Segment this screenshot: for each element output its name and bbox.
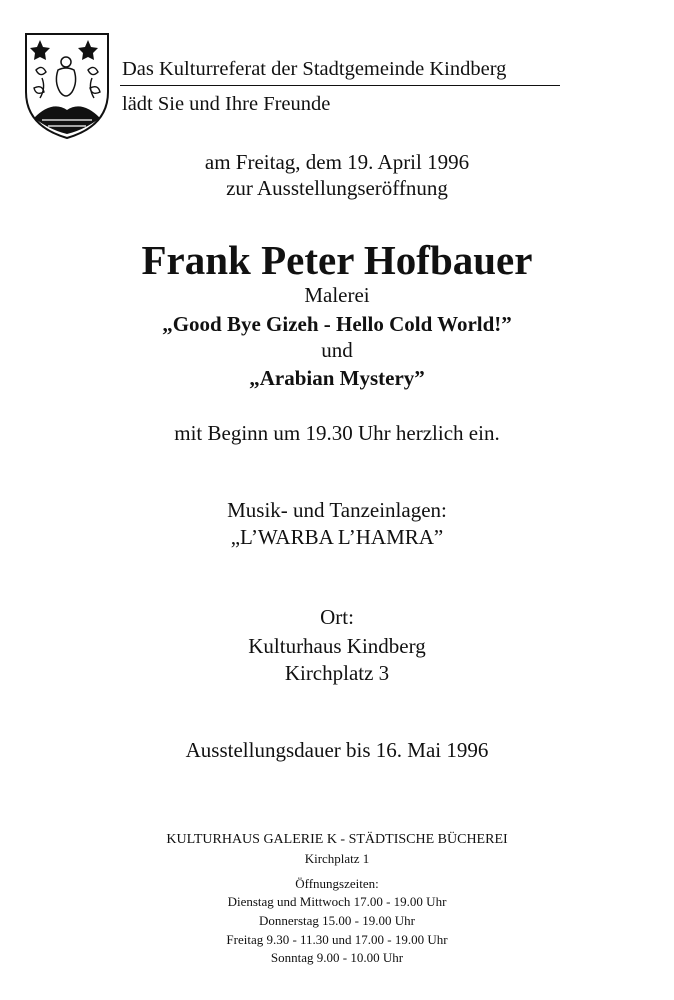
header-divider [120, 85, 560, 86]
venue-name: Kulturhaus Kindberg [248, 634, 426, 658]
title-joiner: und [321, 338, 353, 362]
opening-hours-item: Freitag 9.30 - 11.30 und 17.00 - 19.00 Uhr [226, 932, 448, 947]
venue-address: Kirchplatz 3 [284, 661, 390, 685]
exhibition-title-1: „Good Bye Gizeh - Hello Cold World!” [162, 312, 512, 336]
invitation-line: lädt Sie und Ihre Freunde [122, 93, 331, 115]
footer-address: Kirchplatz 1 [304, 851, 370, 866]
event-date: am Freitag, dem 19. April 1996 [204, 150, 470, 174]
music-label: Musik- und Tanzeinlagen: [227, 498, 447, 522]
opening-hours-item: Dienstag und Mittwoch 17.00 - 19.00 Uhr [227, 894, 447, 909]
footer-institution: KULTURHAUS GALERIE K - STÄDTISCHE BÜCHEREI [166, 832, 508, 847]
opening-hours-label: Öffnungszeiten: [295, 876, 379, 891]
music-group: „L’WARBA L’HAMRA” [230, 525, 444, 549]
venue-label: Ort: [320, 605, 354, 629]
coat-of-arms-icon [22, 30, 112, 142]
art-medium: Malerei [304, 283, 370, 307]
organizer-line: Das Kulturreferat der Stadtgemeinde Kindberg [122, 58, 507, 80]
exhibition-title-2: „Arabian Mystery” [249, 366, 425, 390]
opening-hours-item: Sonntag 9.00 - 10.00 Uhr [270, 950, 404, 965]
opening-hours-item: Donnerstag 15.00 - 19.00 Uhr [259, 913, 415, 928]
event-occasion: zur Ausstellungseröffnung [226, 176, 448, 200]
artist-name: Frank Peter Hofbauer [141, 237, 533, 283]
exhibition-duration: Ausstellungsdauer bis 16. Mai 1996 [185, 738, 489, 762]
start-time: mit Beginn um 19.30 Uhr herzlich ein. [174, 421, 500, 445]
